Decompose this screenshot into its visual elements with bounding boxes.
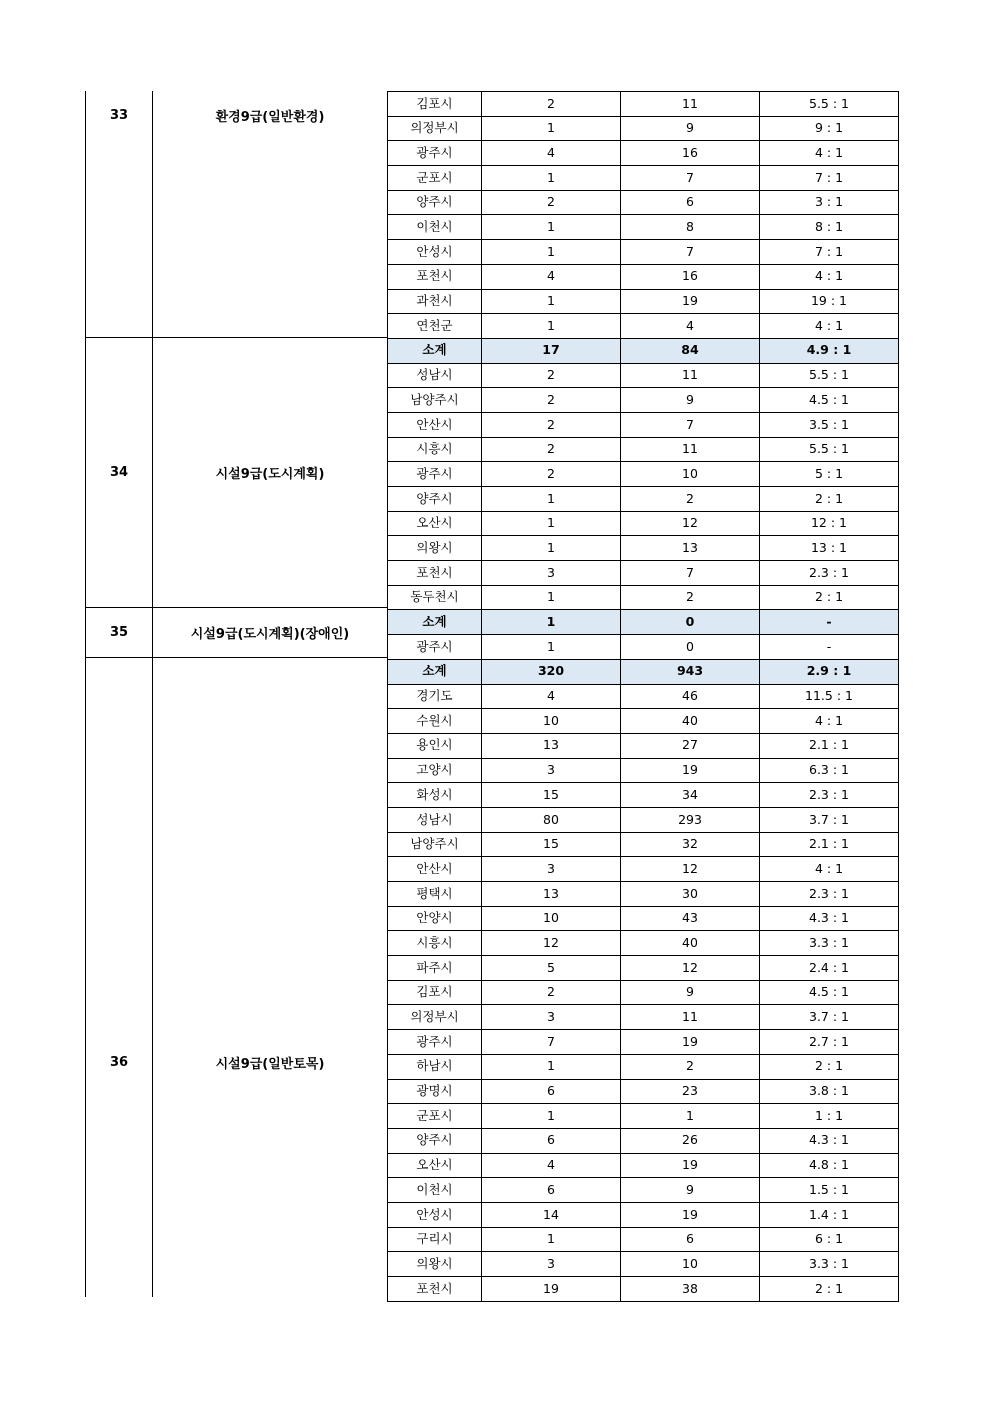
competition-rate-cell: 6 : 1	[760, 1227, 899, 1252]
recruit-count-cell: 1	[482, 240, 621, 265]
recruit-count-cell: 2	[482, 363, 621, 388]
subtotal-row	[388, 659, 899, 684]
region-cell: 용인시	[388, 733, 482, 758]
applicant-count-cell: 11	[621, 437, 760, 462]
applicant-count-cell: 12	[621, 857, 760, 882]
table-row	[388, 980, 899, 1005]
recruit-count-cell: 1	[482, 1054, 621, 1079]
recruit-count-cell: 2	[482, 437, 621, 462]
region-cell: 광주시	[388, 141, 482, 166]
group-title-33: 환경9급(일반환경)	[215, 109, 325, 125]
table-row	[388, 1227, 899, 1252]
table-row	[388, 832, 899, 857]
recruit-count-cell: 2	[482, 412, 621, 437]
applicant-count-cell: 19	[621, 1153, 760, 1178]
region-cell: 성남시	[388, 363, 482, 388]
applicant-count-cell: 19	[621, 1030, 760, 1055]
applicant-count-cell: 6	[621, 190, 760, 215]
table-row	[388, 166, 899, 191]
competition-rate-cell: 6.3 : 1	[760, 758, 899, 783]
region-cell: 동두천시	[388, 585, 482, 610]
group-title-35: 시설9급(도시계획)(장애인)	[190, 626, 350, 642]
competition-rate-cell: 2.3 : 1	[760, 561, 899, 586]
table-row	[388, 363, 899, 388]
applicant-count-cell: 8	[621, 215, 760, 240]
region-cell: 고양시	[388, 758, 482, 783]
table-row	[388, 388, 899, 413]
recruit-count-cell: 2	[482, 388, 621, 413]
applicant-count-cell: 46	[621, 684, 760, 709]
recruit-count-cell: 1	[482, 215, 621, 240]
recruit-count-cell: 4	[482, 141, 621, 166]
applicant-count-cell: 7	[621, 561, 760, 586]
recruit-count-cell: 6	[482, 1178, 621, 1203]
applicant-count-cell: 12	[621, 956, 760, 981]
recruit-count-cell: 3	[482, 857, 621, 882]
table-row	[388, 709, 899, 734]
competition-rate-cell: 2.1 : 1	[760, 832, 899, 857]
region-cell: 안산시	[388, 412, 482, 437]
applicant-count-cell: 7	[621, 166, 760, 191]
region-cell: 군포시	[388, 1104, 482, 1129]
competition-rate-cell: 4 : 1	[760, 857, 899, 882]
region-cell: 과천시	[388, 289, 482, 314]
recruit-count-cell: 1	[482, 1104, 621, 1129]
recruit-count-cell: 4	[482, 1153, 621, 1178]
applicant-count-cell: 11	[621, 92, 760, 117]
region-cell: 남양주시	[388, 832, 482, 857]
recruit-count-cell: 15	[482, 783, 621, 808]
region-cell: 양주시	[388, 487, 482, 512]
applicant-count-cell: 43	[621, 906, 760, 931]
table-row	[388, 807, 899, 832]
group-number-34: 34	[109, 464, 129, 480]
competition-rate-table	[387, 91, 899, 1302]
competition-rate-cell: 7 : 1	[760, 240, 899, 265]
region-cell: 시흥시	[388, 437, 482, 462]
applicant-count-cell: 40	[621, 709, 760, 734]
table-row	[388, 314, 899, 339]
table-row	[388, 462, 899, 487]
competition-rate-cell: -	[760, 635, 899, 660]
competition-rate-cell: 5.5 : 1	[760, 363, 899, 388]
group-number-36: 36	[109, 1054, 129, 1070]
competition-rate-cell: 1.4 : 1	[760, 1202, 899, 1227]
competition-rate-cell: 1 : 1	[760, 1104, 899, 1129]
applicant-count-cell: 7	[621, 412, 760, 437]
applicant-count-cell: 16	[621, 141, 760, 166]
region-cell: 광주시	[388, 462, 482, 487]
recruit-count-cell: 13	[482, 733, 621, 758]
subtotal-region-cell: 소계	[388, 610, 482, 635]
table-row	[388, 215, 899, 240]
recruit-count-cell: 1	[482, 1227, 621, 1252]
recruit-count-cell: 1	[482, 511, 621, 536]
competition-rate-cell: 4.5 : 1	[760, 388, 899, 413]
competition-rate-cell: 4.3 : 1	[760, 1128, 899, 1153]
group-title-34: 시설9급(도시계획)	[215, 466, 325, 482]
subtotal-recruit-count-cell: 1	[482, 610, 621, 635]
group-separator-35	[85, 607, 387, 608]
applicant-count-cell: 2	[621, 585, 760, 610]
region-cell: 김포시	[388, 92, 482, 117]
competition-rate-cell: 19 : 1	[760, 289, 899, 314]
table-row	[388, 92, 899, 117]
applicant-count-cell: 0	[621, 635, 760, 660]
recruit-count-cell: 1	[482, 116, 621, 141]
table-row	[388, 1277, 899, 1302]
competition-rate-cell: 1.5 : 1	[760, 1178, 899, 1203]
region-cell: 김포시	[388, 980, 482, 1005]
left-border-line	[85, 91, 86, 1297]
subtotal-region-cell: 소계	[388, 338, 482, 363]
recruit-count-cell: 4	[482, 264, 621, 289]
competition-rate-cell: 3.5 : 1	[760, 412, 899, 437]
competition-rate-cell: 12 : 1	[760, 511, 899, 536]
competition-rate-cell: 3.7 : 1	[760, 807, 899, 832]
recruit-count-cell: 1	[482, 289, 621, 314]
recruit-count-cell: 3	[482, 561, 621, 586]
competition-rate-cell: 5.5 : 1	[760, 92, 899, 117]
table-row	[388, 289, 899, 314]
recruit-count-cell: 5	[482, 956, 621, 981]
table-row	[388, 684, 899, 709]
competition-rate-cell: 3.8 : 1	[760, 1079, 899, 1104]
region-cell: 하남시	[388, 1054, 482, 1079]
applicant-count-cell: 293	[621, 807, 760, 832]
recruit-count-cell: 2	[482, 190, 621, 215]
competition-rate-cell: 8 : 1	[760, 215, 899, 240]
table-row	[388, 1030, 899, 1055]
competition-rate-cell: 4 : 1	[760, 264, 899, 289]
competition-rate-cell: 2 : 1	[760, 487, 899, 512]
applicant-count-cell: 34	[621, 783, 760, 808]
applicant-count-cell: 1	[621, 1104, 760, 1129]
subtotal-competition-rate-cell: 4.9 : 1	[760, 338, 899, 363]
subtotal-applicant-count-cell: 943	[621, 659, 760, 684]
table-row	[388, 536, 899, 561]
table-row	[388, 956, 899, 981]
competition-rate-cell: 3.3 : 1	[760, 1252, 899, 1277]
table-row	[388, 733, 899, 758]
table-row	[388, 1054, 899, 1079]
applicant-count-cell: 19	[621, 289, 760, 314]
competition-rate-cell: 3.3 : 1	[760, 931, 899, 956]
recruit-count-cell: 2	[482, 462, 621, 487]
recruit-count-cell: 2	[482, 92, 621, 117]
recruit-count-cell: 1	[482, 487, 621, 512]
applicant-count-cell: 11	[621, 363, 760, 388]
applicant-count-cell: 12	[621, 511, 760, 536]
table-row	[388, 585, 899, 610]
subtotal-applicant-count-cell: 84	[621, 338, 760, 363]
region-cell: 안성시	[388, 1202, 482, 1227]
region-cell: 광명시	[388, 1079, 482, 1104]
applicant-count-cell: 2	[621, 1054, 760, 1079]
competition-rate-cell: 4.3 : 1	[760, 906, 899, 931]
group-separator-36	[85, 657, 387, 658]
region-cell: 포천시	[388, 561, 482, 586]
applicant-count-cell: 10	[621, 462, 760, 487]
group-number-35: 35	[109, 624, 129, 640]
table-row	[388, 264, 899, 289]
region-cell: 양주시	[388, 190, 482, 215]
recruit-count-cell: 1	[482, 166, 621, 191]
region-cell: 양주시	[388, 1128, 482, 1153]
competition-rate-cell: 2.3 : 1	[760, 783, 899, 808]
table-row	[388, 906, 899, 931]
applicant-count-cell: 9	[621, 980, 760, 1005]
table-row	[388, 116, 899, 141]
region-cell: 안산시	[388, 857, 482, 882]
competition-rate-cell: 5.5 : 1	[760, 437, 899, 462]
table-row	[388, 1128, 899, 1153]
recruit-count-cell: 6	[482, 1128, 621, 1153]
recruit-count-cell: 1	[482, 536, 621, 561]
group-number-33: 33	[109, 107, 129, 123]
competition-rate-cell: 2 : 1	[760, 585, 899, 610]
region-cell: 남양주시	[388, 388, 482, 413]
table-row	[388, 1252, 899, 1277]
recruit-count-cell: 1	[482, 635, 621, 660]
applicant-count-cell: 38	[621, 1277, 760, 1302]
region-cell: 구리시	[388, 1227, 482, 1252]
table-row	[388, 1202, 899, 1227]
competition-rate-cell: 2.3 : 1	[760, 882, 899, 907]
applicant-count-cell: 23	[621, 1079, 760, 1104]
region-cell: 군포시	[388, 166, 482, 191]
applicant-count-cell: 27	[621, 733, 760, 758]
table-row	[388, 931, 899, 956]
table-row	[388, 1153, 899, 1178]
competition-rate-cell: 2 : 1	[760, 1054, 899, 1079]
table-row	[388, 857, 899, 882]
applicant-count-cell: 9	[621, 388, 760, 413]
region-cell: 광주시	[388, 1030, 482, 1055]
subtotal-recruit-count-cell: 17	[482, 338, 621, 363]
competition-rate-cell: 11.5 : 1	[760, 684, 899, 709]
table-row	[388, 1178, 899, 1203]
region-cell: 경기도	[388, 684, 482, 709]
recruit-count-cell: 4	[482, 684, 621, 709]
region-cell: 포천시	[388, 1277, 482, 1302]
subtotal-row	[388, 610, 899, 635]
recruit-count-cell: 15	[482, 832, 621, 857]
table-row	[388, 487, 899, 512]
subtotal-applicant-count-cell: 0	[621, 610, 760, 635]
table-row	[388, 1005, 899, 1030]
applicant-count-cell: 16	[621, 264, 760, 289]
region-cell: 시흥시	[388, 931, 482, 956]
recruit-count-cell: 3	[482, 1252, 621, 1277]
table-row	[388, 561, 899, 586]
subtotal-region-cell: 소계	[388, 659, 482, 684]
table-row	[388, 240, 899, 265]
table-row	[388, 511, 899, 536]
applicant-count-cell: 9	[621, 116, 760, 141]
competition-rate-cell: 3.7 : 1	[760, 1005, 899, 1030]
region-cell: 이천시	[388, 1178, 482, 1203]
table-row	[388, 758, 899, 783]
group-title-36: 시설9급(일반토목)	[215, 1056, 325, 1072]
competition-rate-cell: 5 : 1	[760, 462, 899, 487]
recruit-count-cell: 13	[482, 882, 621, 907]
recruit-count-cell: 7	[482, 1030, 621, 1055]
region-cell: 이천시	[388, 215, 482, 240]
applicant-count-cell: 26	[621, 1128, 760, 1153]
competition-rate-cell: 3 : 1	[760, 190, 899, 215]
region-cell: 화성시	[388, 783, 482, 808]
recruit-count-cell: 10	[482, 709, 621, 734]
recruit-count-cell: 14	[482, 1202, 621, 1227]
recruit-count-cell: 10	[482, 906, 621, 931]
region-cell: 의정부시	[388, 1005, 482, 1030]
region-cell: 오산시	[388, 1153, 482, 1178]
applicant-count-cell: 6	[621, 1227, 760, 1252]
region-cell: 의왕시	[388, 536, 482, 561]
table-row	[388, 190, 899, 215]
recruit-count-cell: 1	[482, 314, 621, 339]
recruit-count-cell: 80	[482, 807, 621, 832]
category-divider-line	[152, 91, 153, 1297]
region-cell: 안양시	[388, 906, 482, 931]
applicant-count-cell: 9	[621, 1178, 760, 1203]
competition-rate-cell: 4 : 1	[760, 314, 899, 339]
table-row	[388, 882, 899, 907]
competition-rate-cell: 4 : 1	[760, 141, 899, 166]
applicant-count-cell: 7	[621, 240, 760, 265]
subtotal-competition-rate-cell: 2.9 : 1	[760, 659, 899, 684]
competition-rate-cell: 2.7 : 1	[760, 1030, 899, 1055]
subtotal-competition-rate-cell: -	[760, 610, 899, 635]
region-cell: 연천군	[388, 314, 482, 339]
competition-rate-cell: 9 : 1	[760, 116, 899, 141]
region-cell: 수원시	[388, 709, 482, 734]
region-cell: 오산시	[388, 511, 482, 536]
applicant-count-cell: 32	[621, 832, 760, 857]
applicant-count-cell: 40	[621, 931, 760, 956]
table-row	[388, 1079, 899, 1104]
competition-rate-cell: 4.8 : 1	[760, 1153, 899, 1178]
applicant-count-cell: 19	[621, 758, 760, 783]
recruit-count-cell: 12	[482, 931, 621, 956]
recruit-count-cell: 1	[482, 585, 621, 610]
region-cell: 안성시	[388, 240, 482, 265]
competition-rate-cell: 2.4 : 1	[760, 956, 899, 981]
competition-rate-cell: 2 : 1	[760, 1277, 899, 1302]
subtotal-row	[388, 338, 899, 363]
region-cell: 광주시	[388, 635, 482, 660]
recruit-count-cell: 3	[482, 758, 621, 783]
recruit-count-cell: 3	[482, 1005, 621, 1030]
table-row	[388, 141, 899, 166]
table-row	[388, 783, 899, 808]
applicant-count-cell: 13	[621, 536, 760, 561]
table-row	[388, 1104, 899, 1129]
competition-rate-cell: 4.5 : 1	[760, 980, 899, 1005]
region-cell: 평택시	[388, 882, 482, 907]
applicant-count-cell: 30	[621, 882, 760, 907]
subtotal-recruit-count-cell: 320	[482, 659, 621, 684]
competition-rate-cell: 13 : 1	[760, 536, 899, 561]
table-row	[388, 635, 899, 660]
region-cell: 의왕시	[388, 1252, 482, 1277]
competition-rate-cell: 2.1 : 1	[760, 733, 899, 758]
group-separator-34	[85, 337, 387, 338]
region-cell: 의정부시	[388, 116, 482, 141]
region-cell: 파주시	[388, 956, 482, 981]
applicant-count-cell: 11	[621, 1005, 760, 1030]
region-cell: 성남시	[388, 807, 482, 832]
recruit-count-cell: 2	[482, 980, 621, 1005]
recruit-count-cell: 19	[482, 1277, 621, 1302]
table-row	[388, 437, 899, 462]
applicant-count-cell: 4	[621, 314, 760, 339]
recruit-count-cell: 6	[482, 1079, 621, 1104]
applicant-count-cell: 10	[621, 1252, 760, 1277]
applicant-count-cell: 19	[621, 1202, 760, 1227]
region-cell: 포천시	[388, 264, 482, 289]
competition-rate-cell: 7 : 1	[760, 166, 899, 191]
applicant-count-cell: 2	[621, 487, 760, 512]
competition-rate-cell: 4 : 1	[760, 709, 899, 734]
table-row	[388, 412, 899, 437]
